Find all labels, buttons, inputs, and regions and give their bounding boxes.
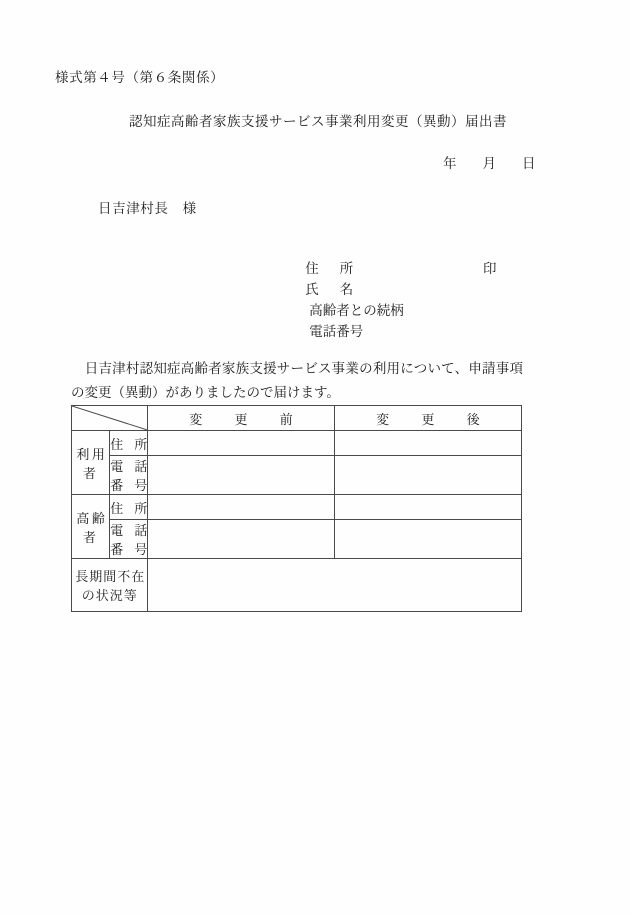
applicant-address-label: 住所 bbox=[305, 261, 354, 276]
row-item-label-text: 住所 bbox=[110, 436, 148, 452]
seal-mark: 印 bbox=[483, 261, 497, 276]
table-row bbox=[72, 431, 522, 456]
table-corner-cell bbox=[72, 406, 148, 431]
table-header-before-label: 変更前 bbox=[189, 411, 294, 427]
row-item-label bbox=[110, 431, 148, 456]
date-line bbox=[443, 152, 536, 172]
row-item-label bbox=[110, 520, 148, 559]
applicant-address-row bbox=[285, 237, 404, 276]
cell-long-absence-value[interactable] bbox=[148, 559, 522, 612]
cell-elderly-address-after[interactable] bbox=[335, 495, 522, 520]
table-header-row bbox=[72, 406, 522, 431]
table-row bbox=[72, 559, 522, 612]
long-absence-label: 長期間不在の状況等 bbox=[72, 559, 148, 612]
date-year-label: 年 bbox=[443, 156, 457, 171]
applicant-phone-label: 電話番号 bbox=[309, 324, 364, 339]
applicant-relation-row bbox=[285, 279, 404, 318]
row-item-label bbox=[110, 456, 148, 495]
document-title: 認知症高齢者家族支援サービス事業利用変更（異動）届出書 bbox=[129, 114, 507, 129]
row-item-label-text: 電話番号 bbox=[110, 523, 148, 557]
applicant-name-row bbox=[285, 258, 497, 297]
addressee: 日吉津村長 様 bbox=[98, 201, 197, 216]
table-row bbox=[72, 456, 522, 495]
form-number: 様式第４号（第６条関係） bbox=[55, 70, 225, 85]
row-item-label bbox=[110, 495, 148, 520]
diagonal-slash-icon bbox=[72, 406, 147, 430]
cell-user-phone-before[interactable] bbox=[148, 456, 335, 495]
group-label-user: 利用者 bbox=[72, 431, 110, 495]
cell-elderly-address-before[interactable] bbox=[148, 495, 335, 520]
table-header-after-label: 変更後 bbox=[376, 411, 481, 427]
table-row bbox=[72, 495, 522, 520]
change-table bbox=[71, 405, 522, 612]
table-header-after bbox=[335, 406, 522, 431]
body-paragraph: 日吉津村認知症高齢者家族支援サービス事業の利用について、申請事項の変更（異動）がありましたので届けます。 bbox=[71, 361, 523, 400]
cell-user-address-before[interactable] bbox=[148, 431, 335, 456]
row-item-label-text: 住所 bbox=[110, 500, 148, 516]
group-label-elderly: 高齢者 bbox=[72, 495, 110, 559]
cell-user-phone-after[interactable] bbox=[335, 456, 522, 495]
applicant-name-label: 氏名 bbox=[305, 282, 354, 297]
cell-user-address-after[interactable] bbox=[335, 431, 522, 456]
applicant-phone-row bbox=[285, 300, 404, 339]
row-item-label-text: 電話番号 bbox=[110, 459, 148, 493]
change-table-wrapper bbox=[71, 405, 522, 612]
table-row bbox=[72, 520, 522, 559]
cell-elderly-phone-before[interactable] bbox=[148, 520, 335, 559]
applicant-block bbox=[285, 237, 497, 339]
cell-elderly-phone-after[interactable] bbox=[335, 520, 522, 559]
date-month-label: 月 bbox=[482, 156, 496, 171]
table-header-before bbox=[148, 406, 335, 431]
date-day-label: 日 bbox=[522, 156, 536, 171]
applicant-relation-label: 高齢者との続柄 bbox=[309, 303, 404, 318]
